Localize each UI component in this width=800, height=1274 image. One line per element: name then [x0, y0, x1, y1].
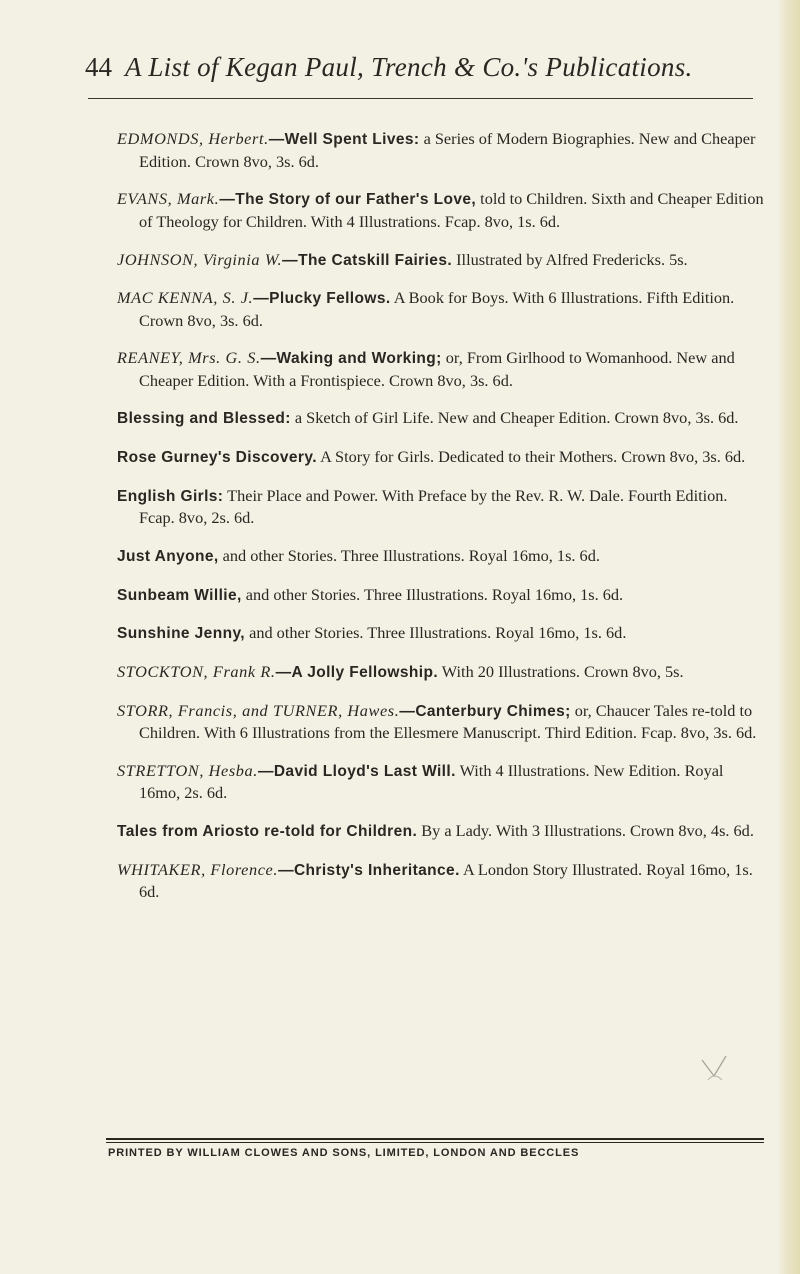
entry-title: Sunbeam Willie, — [117, 586, 242, 604]
catalogue-entry — [117, 820, 767, 842]
entry-description: or, From Girlhood to Womanhood. New and Cheaper Edition. With a Frontispiece. Crown 8vo, 3s. 6d. — [139, 348, 735, 390]
page-number: 44 — [85, 52, 112, 82]
entry-description: A Story for Girls. Dedicated to their Mothers. Crown 8vo, 3s. 6d. — [316, 447, 746, 467]
entry-author: STOCKTON, Frank R. — [117, 662, 276, 682]
printer-ornament-icon — [696, 1050, 736, 1090]
entry-description: With 20 Illustrations. Crown 8vo, 5s. — [438, 662, 684, 682]
entry-title: Just Anyone, — [117, 547, 219, 565]
catalogue-entry — [117, 622, 767, 644]
catalogue-entry — [117, 661, 767, 683]
entry-title: Sunshine Jenny, — [117, 625, 246, 643]
entry-title: English Girls: — [117, 487, 224, 505]
entry-title: —Well Spent Lives: — [268, 131, 420, 149]
catalogue-entry — [117, 249, 767, 271]
entry-description: and other Stories. Three Illustrations. Royal 16mo, 1s. 6d. — [241, 584, 624, 604]
catalogue-entry — [117, 584, 767, 606]
entry-author: MAC KENNA, S. J. — [117, 288, 254, 308]
entry-title: —The Story of our Father's Love, — [219, 191, 477, 209]
entry-description: a Sketch of Girl Life. New and Cheaper Edition. Crown 8vo, 3s. 6d. — [290, 408, 739, 428]
entry-title: —Christy's Inheritance. — [278, 861, 460, 879]
printer-ornament-icon-svg — [696, 1050, 732, 1086]
entry-description: told to Children. Sixth and Cheaper Edition of Theology for Children. With 4 Illustrations. Fcap. 8vo, 1s. 6d. — [139, 189, 764, 231]
catalogue-entry — [117, 287, 767, 331]
entry-description: and other Stories. Three Illustrations. Royal 16mo, 1s. 6d. — [245, 623, 627, 643]
entry-title: —The Catskill Fairies. — [282, 251, 453, 269]
entry-title: Blessing and Blessed: — [117, 410, 291, 428]
entry-author: EDMONDS, Herbert. — [117, 129, 269, 149]
printer-imprint: PRINTED BY WILLIAM CLOWES AND SONS, LIMITED, LONDON AND BECCLES — [108, 1147, 580, 1159]
footer-rule-thick — [106, 1138, 764, 1140]
entry-description: By a Lady. With 3 Illustrations. Crown 8vo, 4s. 6d. — [417, 820, 754, 840]
entry-author: WHITAKER, Florence. — [117, 859, 279, 879]
entry-author: STRETTON, Hesba. — [117, 760, 258, 780]
catalogue-entry — [117, 485, 767, 529]
catalogue-entry — [117, 128, 767, 172]
catalogue-entry — [117, 859, 767, 903]
entry-description: or, Chaucer Tales re-told to Children. With 6 Illustrations from the Ellesmere Manuscript. Third Edition. Fcap. 8vo, 3s. 6d. — [139, 700, 757, 743]
header-rule — [88, 98, 753, 99]
entry-author: REANEY, Mrs. G. S. — [117, 348, 261, 368]
entry-author: JOHNSON, Virginia W. — [117, 249, 283, 269]
catalogue-entry — [117, 545, 767, 567]
catalogue-entry — [117, 446, 767, 468]
entry-author: STORR, Francis, and TURNER, Hawes. — [117, 700, 400, 720]
entry-title: —A Jolly Fellowship. — [275, 664, 439, 682]
entry-description: a Series of Modern Biographies. New and Cheaper Edition. Crown 8vo, 3s. 6d. — [139, 129, 756, 171]
catalogue-entry — [117, 347, 767, 391]
entry-title: Tales from Ariosto re-told for Children. — [117, 822, 418, 840]
entry-description: A London Story Illustrated. Royal 16mo, 1s. 6d. — [139, 859, 753, 902]
entry-description: Illustrated by Alfred Fredericks. 5s. — [452, 249, 688, 269]
entry-title: —Canterbury Chimes; — [399, 702, 571, 720]
entry-title: —David Lloyd's Last Will. — [257, 762, 456, 780]
entry-description: Their Place and Power. With Preface by the Rev. R. W. Dale. Fourth Edition. Fcap. 8vo, 2s. 6d. — [139, 485, 728, 528]
catalogue-entry — [117, 700, 767, 744]
catalogue-entry — [117, 760, 767, 804]
running-head: A List of Kegan Paul, Trench & Co.'s Publications. — [125, 52, 693, 82]
entry-description: and other Stories. Three Illustrations. Royal 16mo, 1s. 6d. — [218, 545, 600, 565]
footer-rule-thin — [106, 1142, 764, 1143]
page-header — [85, 52, 755, 92]
catalogue-entry — [117, 188, 767, 232]
entry-title: —Plucky Fellows. — [253, 290, 391, 308]
page-edge-shadow — [778, 0, 800, 1274]
catalogue-entry — [117, 407, 767, 429]
entry-title: —Waking and Working; — [260, 350, 442, 368]
catalogue-list — [117, 112, 767, 915]
entry-title: Rose Gurney's Discovery. — [117, 449, 317, 467]
entry-author: EVANS, Mark. — [117, 189, 220, 209]
entry-description: A Book for Boys. With 6 Illustrations. Fifth Edition. Crown 8vo, 3s. 6d. — [139, 288, 735, 330]
entry-description: With 4 Illustrations. New Edition. Royal 16mo, 2s. 6d. — [139, 760, 724, 803]
